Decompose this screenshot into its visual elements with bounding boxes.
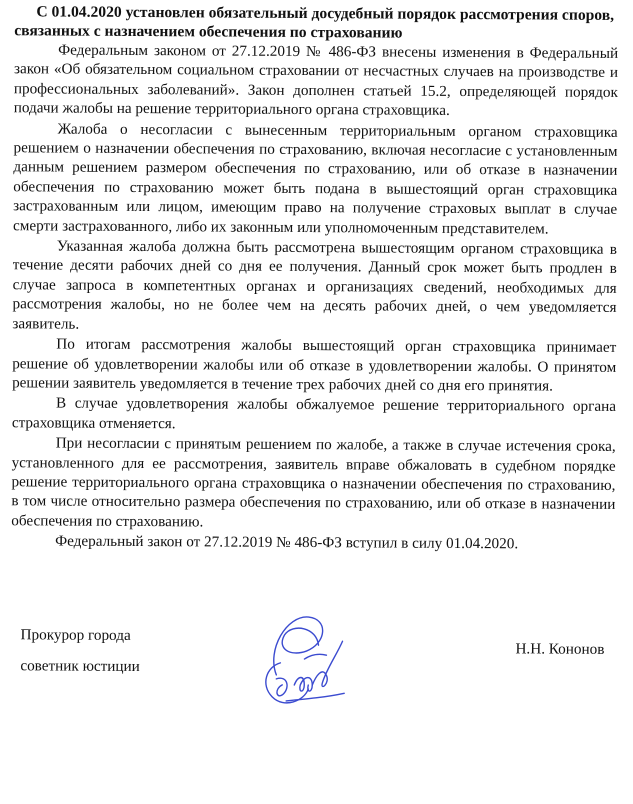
paragraph-5: В случае удовлетворения жалобы обжалуемое решение территориального органа страховщика отменяется.	[11, 394, 617, 432]
signature-ink	[266, 617, 345, 703]
paragraph-6: При несогласии с принятым решением по жалобе, а также в случае истечения срока, установленного для ее рассмотрения, заявитель вправе обжаловать в судебном порядке решение территориального органа страховщика о назначении обеспечения по страхованию, в том числе относительно размера обеспечения по страхованию, или об отказе в назначении обеспечения по страхованию.	[11, 434, 616, 531]
paragraph-3: Указанная жалоба должна быть рассмотрена вышестоящим органом страховщика в течение десяти рабочих дней со дня ее получения. Данный срок может быть продлен в случае запроса в компетентных органах и организациях сведений, необходимых для рассмотрения жалобы, но не более чем на десять рабочих дней, о чем уведомляется заявитель.	[12, 237, 617, 333]
handwritten-signature	[246, 605, 367, 716]
signatory-position	[20, 625, 140, 688]
document-body	[11, 40, 618, 555]
paragraph-7: Федеральный закон от 27.12.2019 № 486-ФЗ вступил в силу 01.04.2020.	[55, 532, 519, 553]
signatory-position-line1: Прокурор города	[20, 626, 131, 644]
signatory-name: Н.Н. Кононов	[515, 640, 605, 658]
signatory-position-line2: советник юстиции	[20, 657, 140, 676]
paragraph-1: Федеральным законом от 27.12.2019 № 486-ФЗ внесены изменения в Федеральный закон «Об обязательном социальном страховании от несчастных случаев на производстве и профессиональных заболеваний». Закон дополнен статьей 15.2, определяющей порядок подачи жалобы на решение территориального органа страховщика.	[13, 41, 619, 120]
paragraph-2: Жалоба о несогласии с вынесенным территориальным органом страховщика решением о назначении обеспечения по страхованию, включая несогласие с установленным данным решением размером обеспечения по страхованию, или об отказе в назначении обеспечения по страхованию может быть подана в вышестоящий орган страховщика застрахованным или лицом, имеющим право на получение страховых выплат в случае смерти застрахованного, либо их законным или уполномоченным представителем.	[13, 120, 618, 238]
document-title: С 01.04.2020 установлен обязательный досудебный порядок рассмотрения споров, связанных с назначением обеспечения по страхованию	[14, 3, 615, 42]
paragraph-4: По итогам рассмотрения жалобы вышестоящий орган страховщика принимает решение об удовлетворении жалобы или об отказе в удовлетворении жалобы. О принятом решении заявитель уведомляется в течение трех рабочих дней со дня его принятия.	[12, 335, 617, 395]
